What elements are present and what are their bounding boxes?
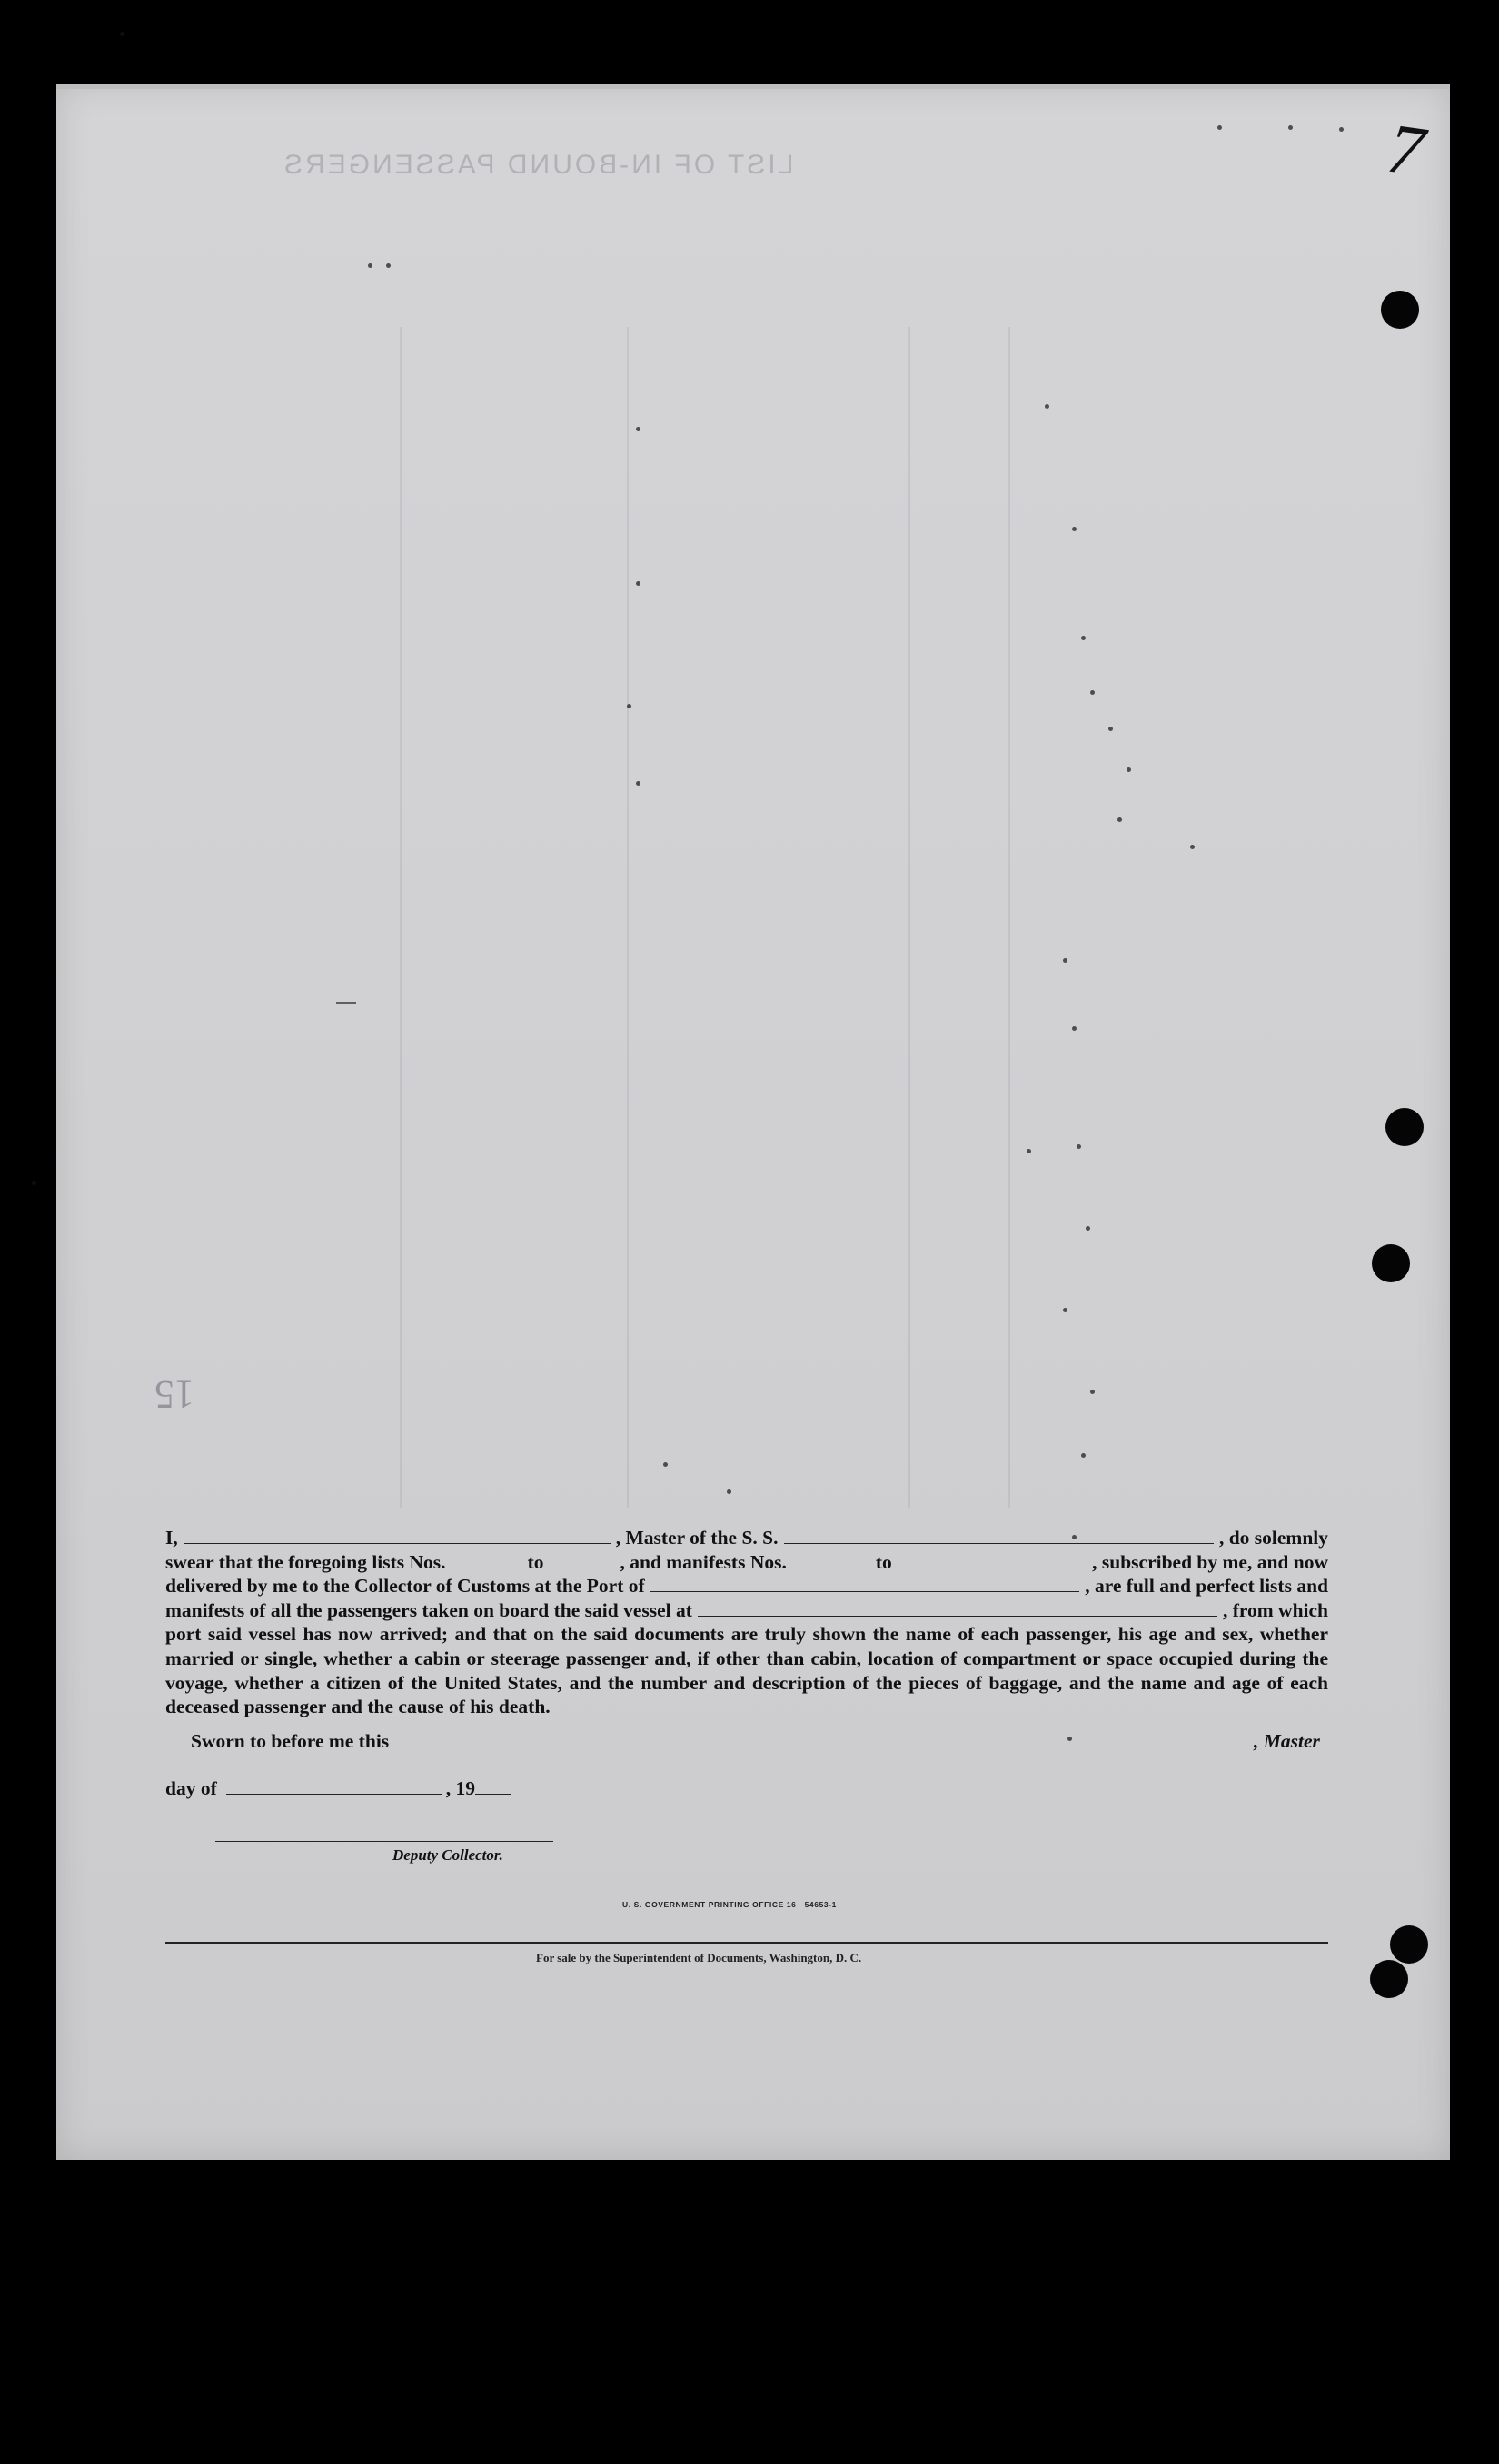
manifest-from-field[interactable] xyxy=(796,1551,867,1568)
speck xyxy=(386,263,391,268)
oath-to-2: to xyxy=(875,1550,892,1573)
ship-name-field[interactable] xyxy=(784,1527,1214,1544)
oath-from-which: , from which xyxy=(1222,1598,1328,1621)
port-of-arrival-field[interactable] xyxy=(650,1575,1080,1592)
punch-hole xyxy=(1370,1960,1408,1998)
bleed-through-column-rule xyxy=(1008,327,1010,1508)
oath-lists-nos: swear that the foregoing lists Nos. xyxy=(165,1550,446,1573)
oath-full-perfect: , are full and perfect lists and xyxy=(1085,1575,1328,1598)
punch-hole xyxy=(1385,1108,1424,1146)
oath-line-2 xyxy=(165,1550,1328,1575)
sale-notice: For sale by the Superintendent of Documents, Washington, D. C. xyxy=(536,1951,862,1964)
list-from-field[interactable] xyxy=(452,1551,522,1568)
speck xyxy=(1077,1144,1081,1149)
oath-line-1 xyxy=(165,1526,1328,1550)
port-of-departure-field[interactable] xyxy=(698,1599,1217,1617)
year-prefix: , 19 xyxy=(445,1777,475,1799)
master-label: , Master xyxy=(1254,1730,1320,1752)
oath-line-3 xyxy=(165,1574,1328,1598)
speck xyxy=(1108,727,1113,731)
speck xyxy=(1063,958,1067,963)
printing-office-imprint: U. S. GOVERNMENT PRINTING OFFICE 16—54653-1 xyxy=(622,1900,837,1909)
master-signature-field[interactable] xyxy=(850,1731,1250,1747)
oath-solemnly: , do solemnly xyxy=(1218,1527,1328,1549)
speck xyxy=(32,1181,36,1185)
master-name-field[interactable] xyxy=(184,1527,611,1544)
deputy-signature-field[interactable] xyxy=(215,1841,553,1842)
speck xyxy=(1117,817,1122,822)
bleed-through-column-rule xyxy=(400,327,402,1508)
oath-taken-on-board: manifests of all the passengers taken on board the said vessel at xyxy=(165,1598,692,1621)
bleed-through-title: LIST OF IN-BOUND PASSENGERS xyxy=(282,150,794,180)
oath-line-4 xyxy=(165,1598,1328,1623)
sworn-label: Sworn to before me this xyxy=(191,1730,390,1752)
speck xyxy=(1072,527,1077,531)
punch-hole xyxy=(1390,1925,1428,1964)
speck xyxy=(636,427,640,431)
speck xyxy=(1045,404,1049,409)
speck xyxy=(1090,1390,1095,1394)
list-to-field[interactable] xyxy=(547,1551,616,1568)
punch-hole xyxy=(1381,291,1419,329)
oath-i: I, xyxy=(165,1527,178,1549)
speck xyxy=(368,263,372,268)
speck xyxy=(336,1002,356,1004)
speck xyxy=(727,1489,731,1494)
oath-port-of: delivered by me to the Collector of Customs at the Port of xyxy=(165,1575,645,1598)
day-line xyxy=(165,1777,515,1800)
oath-manifests-nos: , and manifests Nos. xyxy=(620,1550,787,1573)
speck xyxy=(1063,1308,1067,1312)
bleed-through-column-rule xyxy=(627,327,629,1508)
speck xyxy=(1090,690,1095,695)
oath-body: port said vessel has now arrived; and that on the said documents are truly shown the name of each passenger, his age and sex, whether married or single, whether a cabin or steerage passenger and, if other than cabin, location of compartment or space occupied during the voyage, whether a citizen of the United States, and the number and description of the pieces of baggage, and the name and age of each deceased passenger and the cause of his death. xyxy=(165,1623,1328,1718)
oath-to-1: to xyxy=(527,1550,544,1573)
manifest-to-field[interactable] xyxy=(898,1551,970,1568)
oath-subscribed: , subscribed by me, and now xyxy=(1092,1550,1328,1573)
speck xyxy=(636,781,640,786)
day-of-label: day of xyxy=(165,1777,217,1799)
speck xyxy=(1027,1149,1031,1153)
footer-rule xyxy=(165,1942,1328,1944)
speck xyxy=(1086,1226,1090,1231)
speck xyxy=(1072,1026,1077,1031)
speck xyxy=(1288,125,1293,130)
sworn-line xyxy=(191,1730,519,1753)
sheet-top-edge xyxy=(56,84,1450,89)
speck xyxy=(120,32,124,36)
punch-hole xyxy=(1372,1244,1410,1282)
signature-block xyxy=(165,1730,1328,1875)
master-oath xyxy=(165,1526,1328,1719)
speck xyxy=(1339,127,1344,132)
speck xyxy=(636,581,640,586)
speck xyxy=(1217,125,1222,130)
speck xyxy=(1190,845,1195,849)
oath-master-of: , Master of the S. S. xyxy=(615,1527,779,1549)
month-field[interactable] xyxy=(226,1778,442,1795)
master-signature-line xyxy=(847,1730,1320,1753)
speck xyxy=(663,1462,668,1467)
speck xyxy=(627,704,631,708)
speck xyxy=(1127,767,1131,772)
speck xyxy=(1081,636,1086,640)
year-field[interactable] xyxy=(475,1778,511,1795)
deputy-collector-label: Deputy Collector. xyxy=(392,1846,503,1864)
speck xyxy=(1081,1453,1086,1458)
page-number: 7 xyxy=(1383,107,1429,192)
sworn-date-field[interactable] xyxy=(392,1731,515,1747)
bleed-through-column-rule xyxy=(908,327,910,1508)
pencil-note: 15 xyxy=(154,1372,194,1417)
